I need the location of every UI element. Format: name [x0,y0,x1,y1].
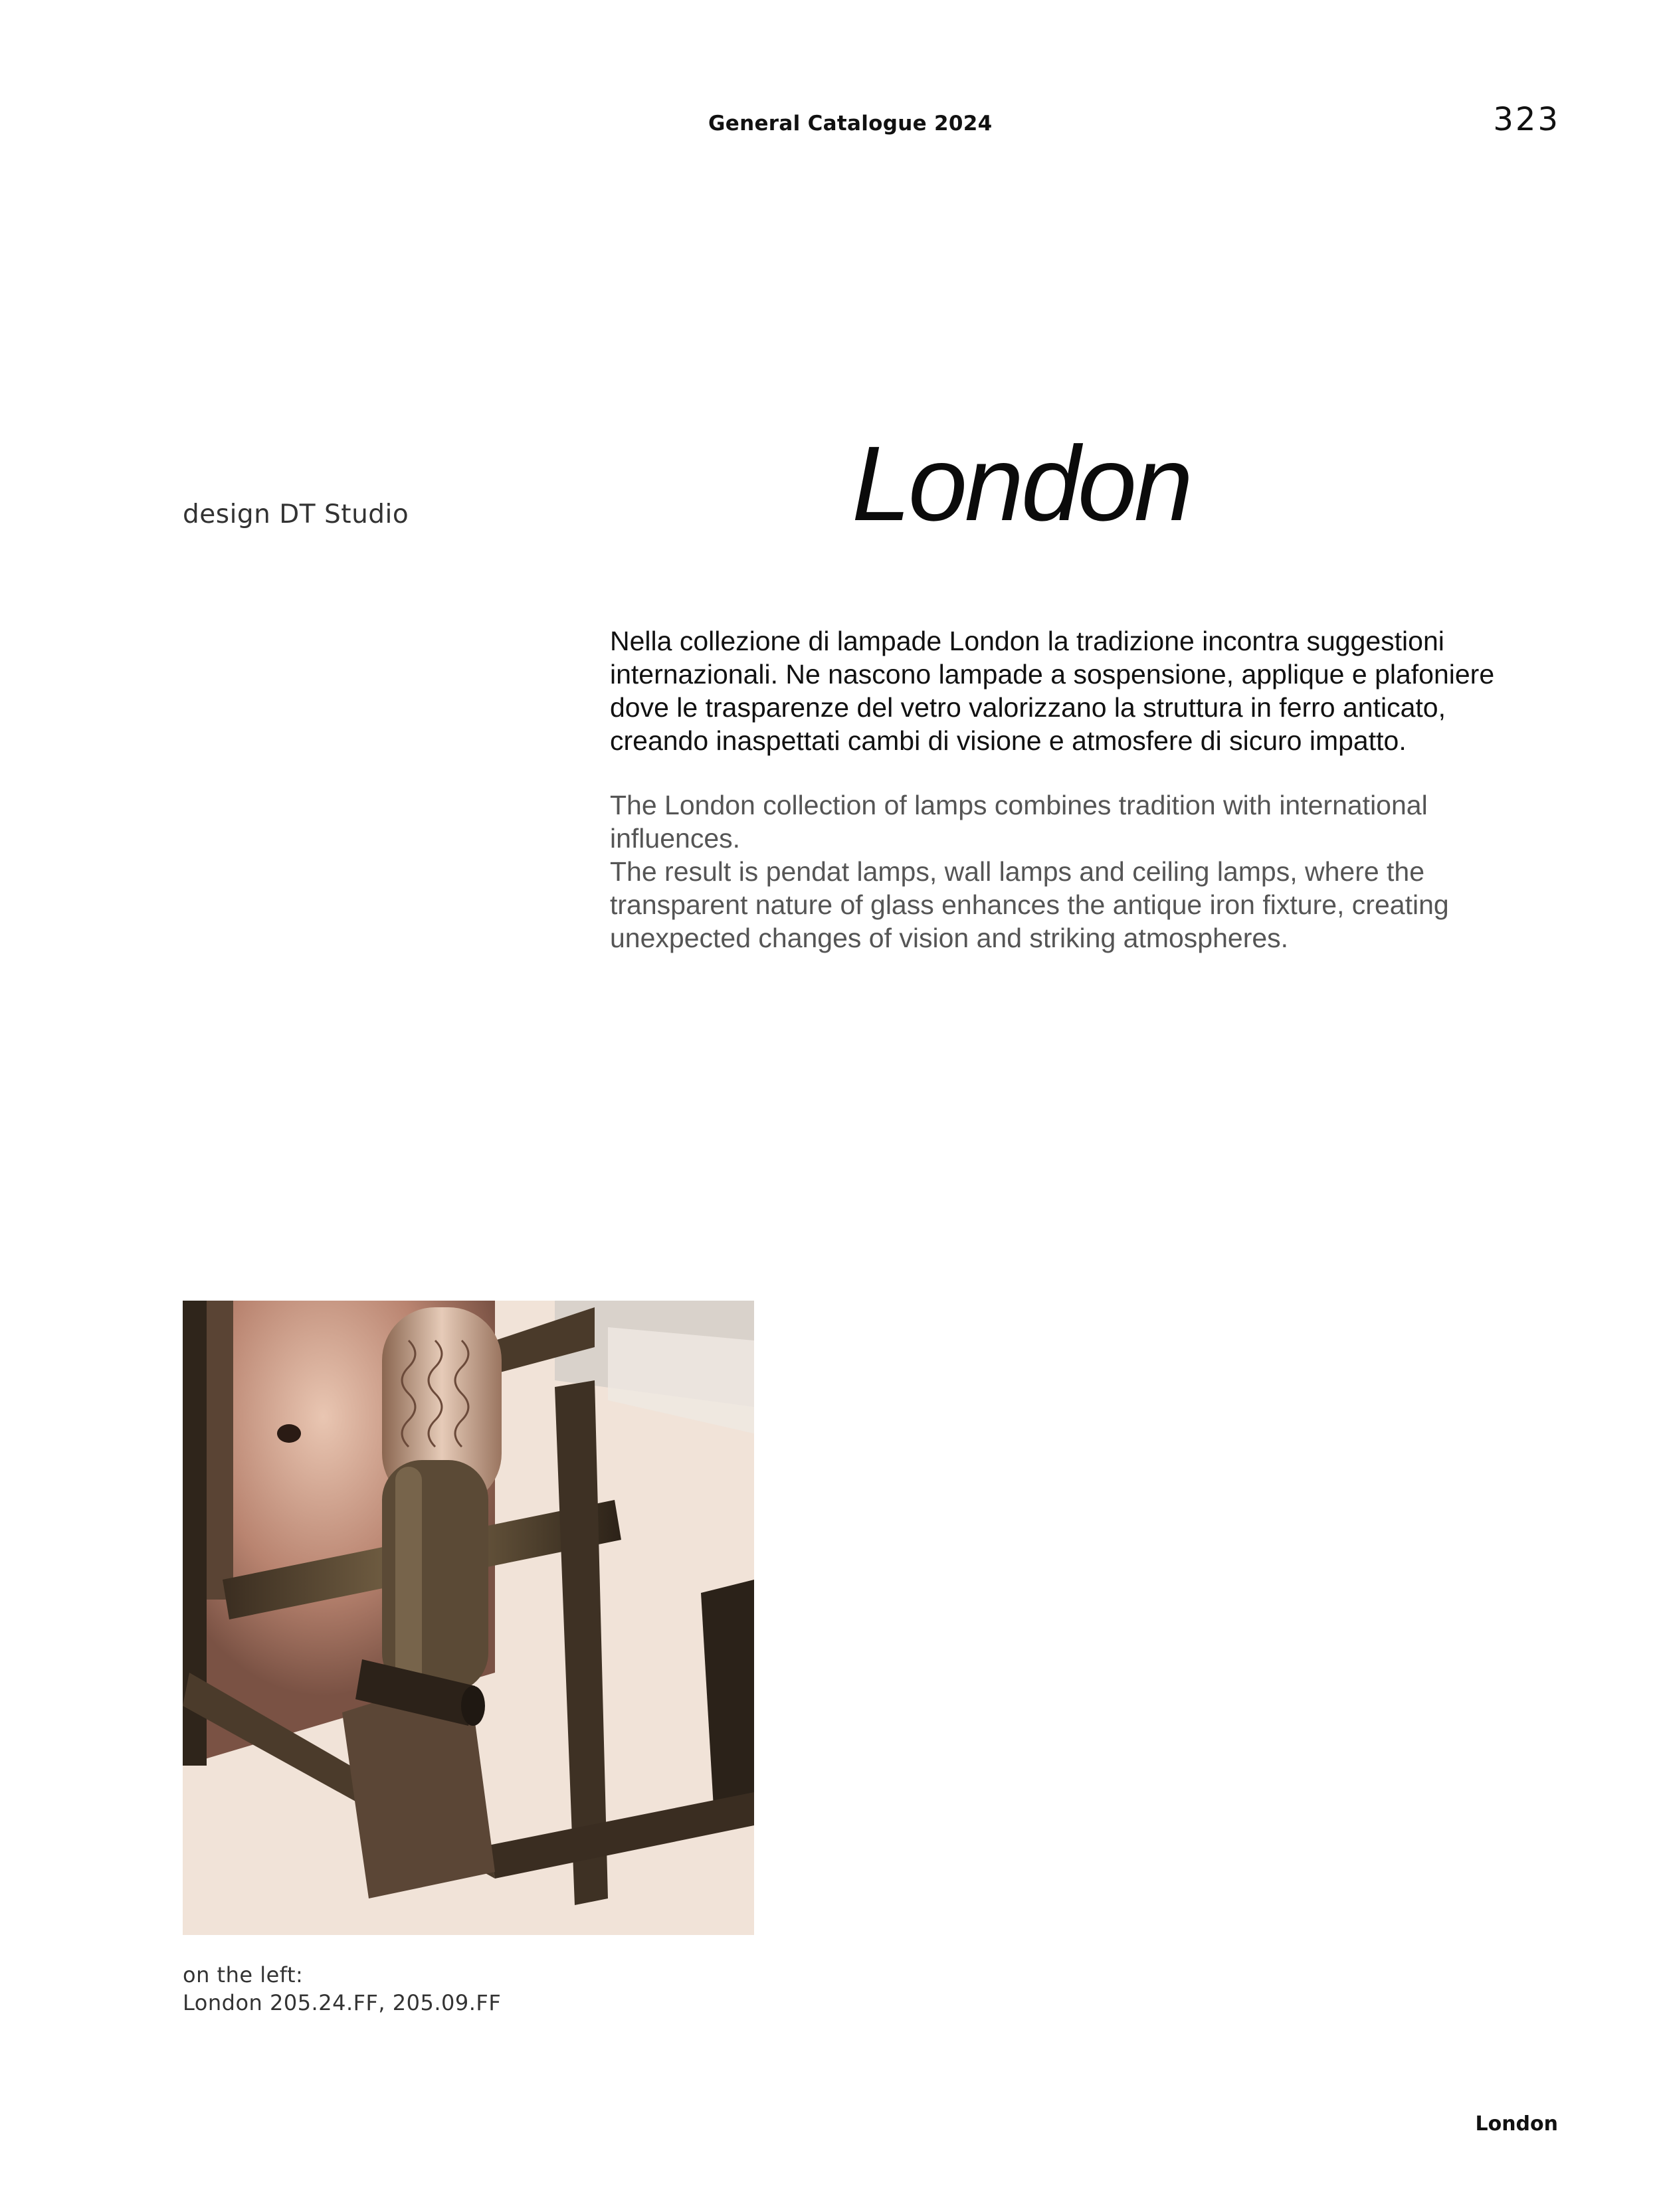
english-description-p2: The result is pendat lamps, wall lamps and ceiling lamps, where the transparent nature of glass enhances the antique iron fixture, creating unexpected changes of vision and striking atmospheres. [610,856,1449,953]
catalogue-title: General Catalogue 2024 [708,112,993,136]
collection-title: London [852,424,1191,543]
caption-line-2: London 205.24.FF, 205.09.FF [183,1990,502,2015]
caption-line-1: on the left: [183,1962,304,1987]
designer-credit: design DT Studio [183,500,409,529]
english-description [610,788,1513,955]
lamp-photo [183,1301,754,1935]
photo-caption [183,1961,501,2017]
page-number: 323 [1493,101,1560,138]
italian-description: Nella collezione di lampade London la tradizione incontra suggestioni internazionali. Ne nascono lampade a sospensione, applique e plafoniere dove le trasparenze del vetro valorizzano la struttura in ferro anticato, creando inaspettati cambi di visione e atmosfere di sicuro impatto. [610,626,1495,756]
footer-section-label: London [1475,2112,1558,2136]
lamp-illustration [183,1301,754,1935]
english-description-p1: The London collection of lamps combines tradition with international influences. [610,790,1428,854]
